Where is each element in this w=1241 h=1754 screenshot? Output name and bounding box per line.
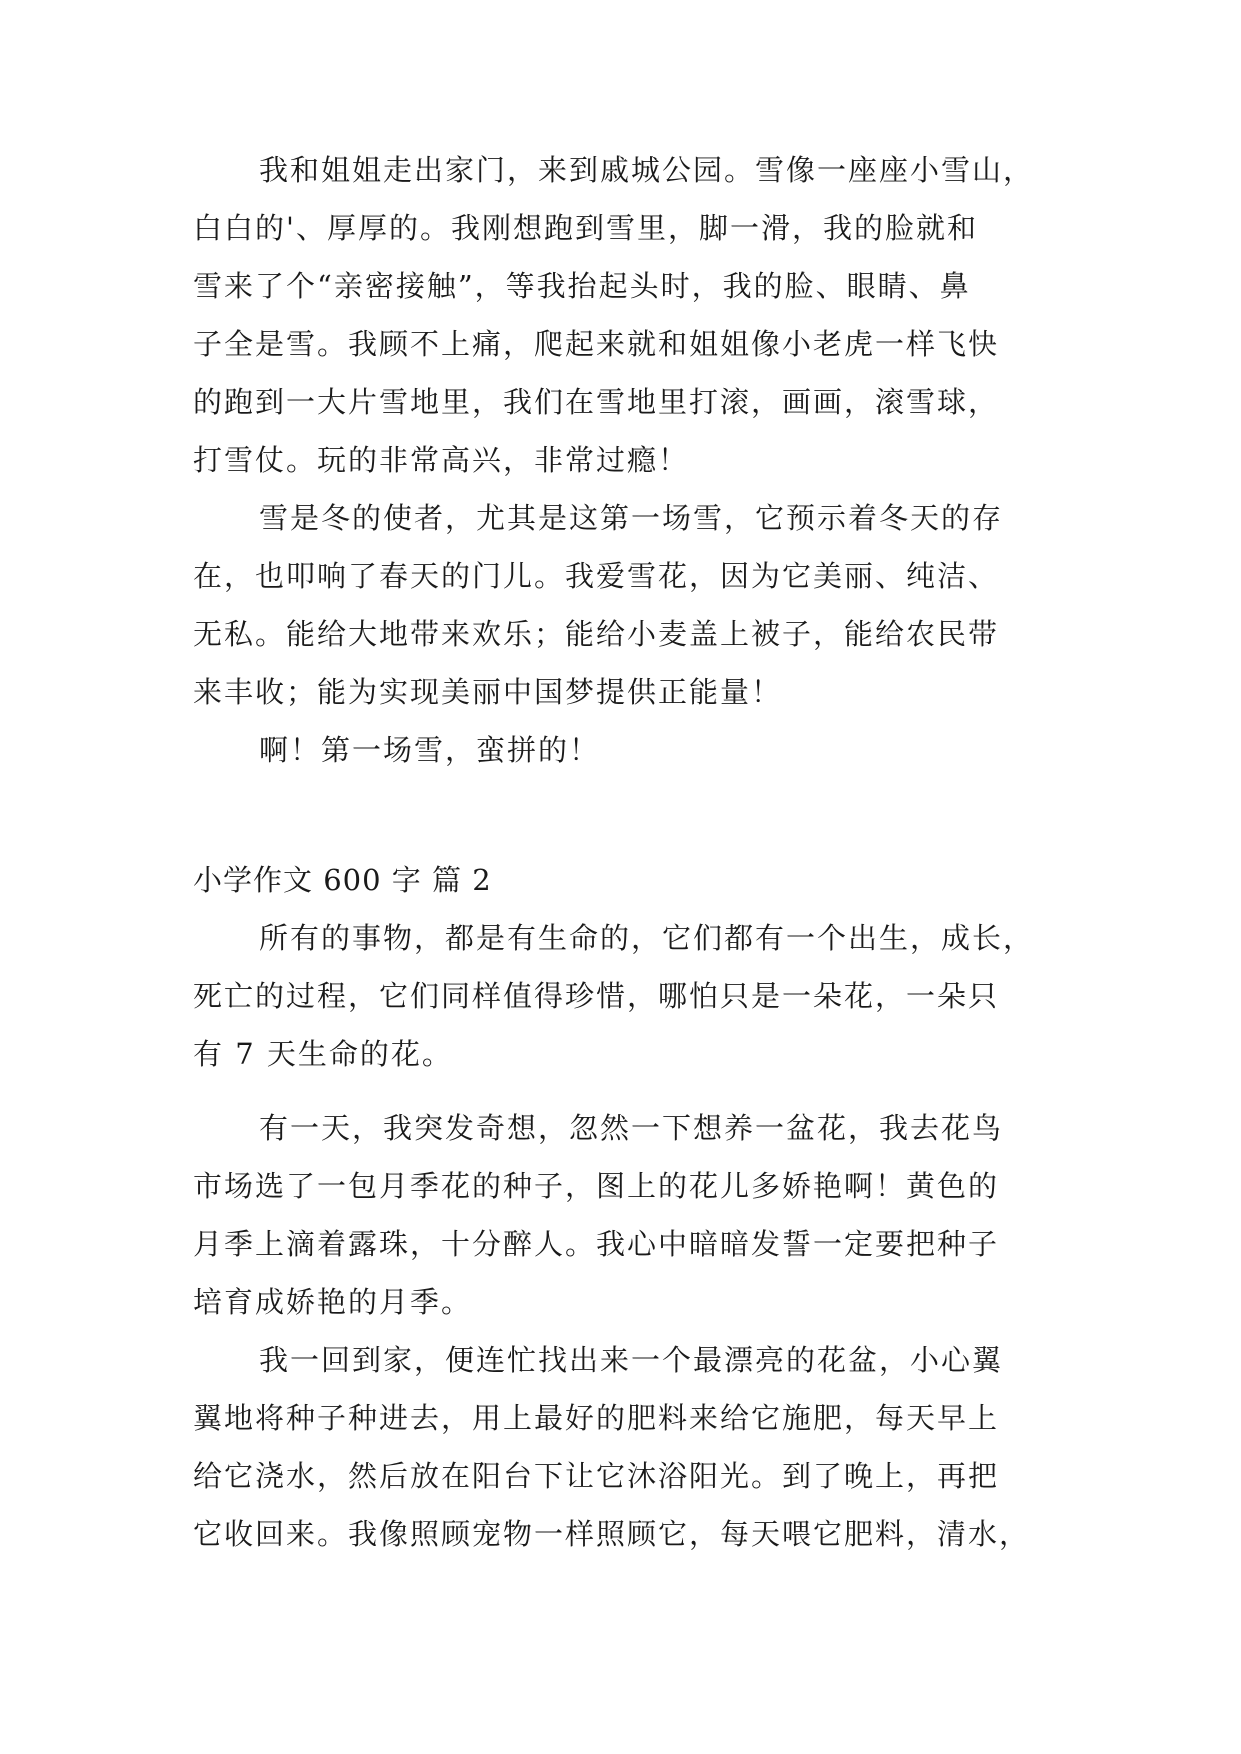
paragraph-line: 无私。能给大地带来欢乐；能给小麦盖上被子，能给农民带: [193, 617, 1000, 651]
section-heading: 小学作文 600 字 篇 2: [193, 863, 492, 897]
paragraph-line: 在，也叩响了春天的门儿。我爱雪花，因为它美丽、纯洁、: [193, 559, 1000, 593]
paragraph-line: 翼地将种子种进去，用上最好的肥料来给它施肥，每天早上: [193, 1401, 1000, 1435]
paragraph-line: 雪是冬的使者，尤其是这第一场雪，它预示着冬天的存: [259, 501, 1004, 535]
paragraph-line: 打雪仗。玩的非常高兴，非常过瘾！: [193, 443, 690, 477]
paragraph-line: 它收回来。我像照顾宠物一样照顾它，每天喂它肥料，清水，: [193, 1517, 1031, 1551]
paragraph-line: 子全是雪。我顾不上痛，爬起来就和姐姐像小老虎一样飞快: [193, 327, 1000, 361]
paragraph-line: 市场选了一包月季花的种子，图上的花儿多娇艳啊！黄色的: [193, 1169, 1000, 1203]
paragraph-line: 给它浇水，然后放在阳台下让它沐浴阳光。到了晚上，再把: [193, 1459, 1000, 1493]
paragraph-line: 我一回到家，便连忙找出来一个最漂亮的花盆，小心翼: [259, 1343, 1004, 1377]
paragraph-line: 的跑到一大片雪地里，我们在雪地里打滚，画画，滚雪球，: [193, 385, 1000, 419]
paragraph-line: 啊！第一场雪，蛮拼的！: [259, 733, 601, 767]
paragraph-line: 死亡的过程，它们同样值得珍惜，哪怕只是一朵花，一朵只: [193, 979, 1000, 1013]
paragraph-line: 雪来了个“亲密接触”，等我抬起头时，我的脸、眼睛、鼻: [193, 269, 971, 303]
paragraph-line: 有 7 天生命的花。: [193, 1037, 453, 1071]
paragraph-line: 培育成娇艳的月季。: [193, 1285, 473, 1319]
paragraph-line: 所有的事物，都是有生命的，它们都有一个出生，成长，: [259, 921, 1035, 955]
paragraph-line: 白白的'、厚厚的。我刚想跑到雪里，脚一滑，我的脸就和: [193, 211, 978, 245]
paragraph-line: 我和姐姐走出家门，来到戚城公园。雪像一座座小雪山，: [259, 153, 1035, 187]
paragraph-line: 来丰收；能为实现美丽中国梦提供正能量！: [193, 675, 783, 709]
paragraph-line: 月季上滴着露珠，十分醉人。我心中暗暗发誓一定要把种子: [193, 1227, 1000, 1261]
paragraph-line: 有一天，我突发奇想，忽然一下想养一盆花，我去花鸟: [259, 1111, 1004, 1145]
